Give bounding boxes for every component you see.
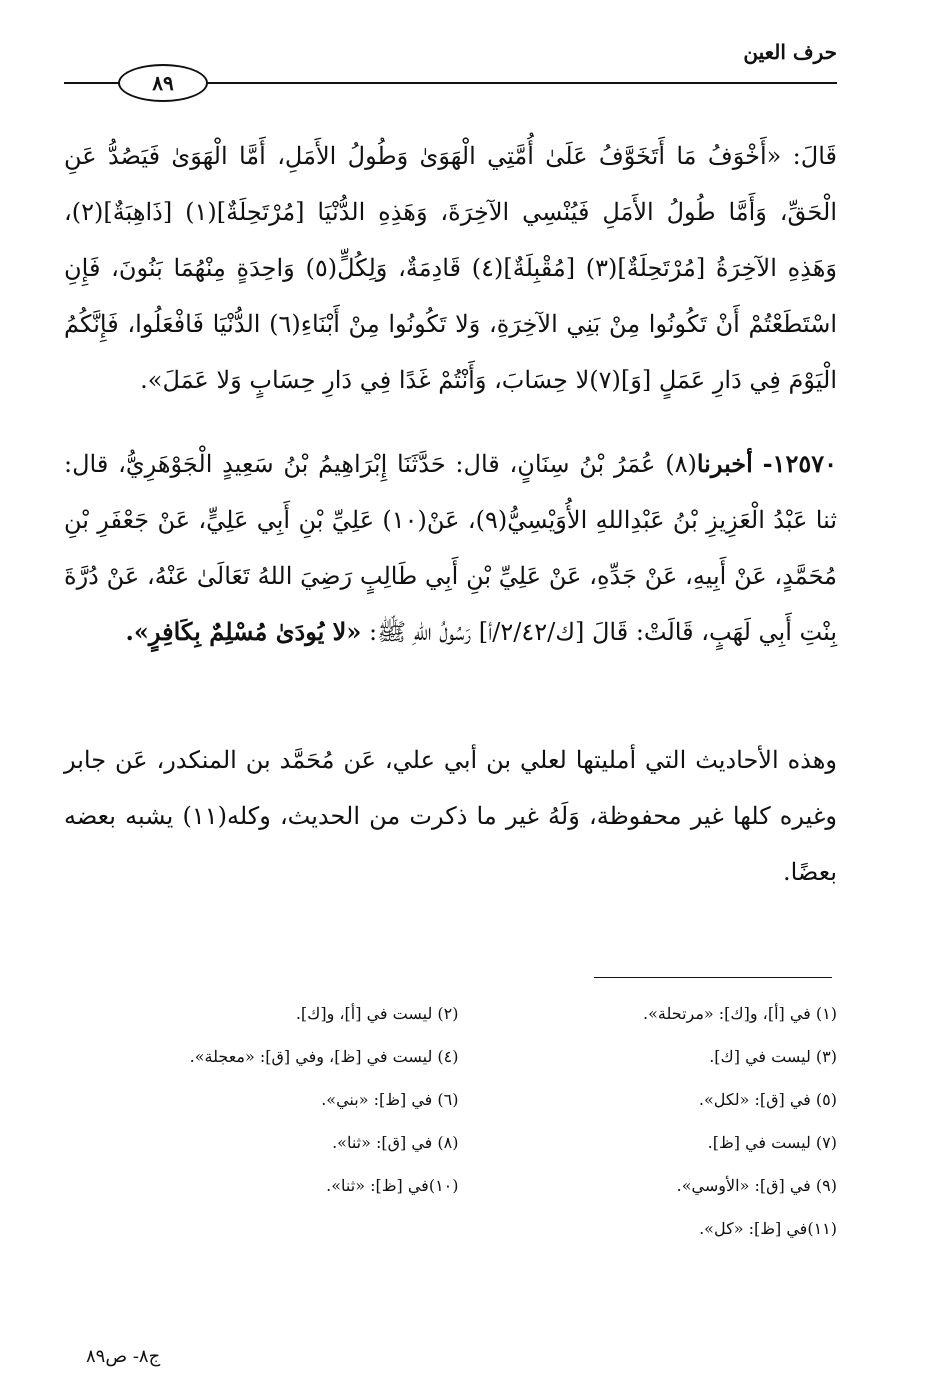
footnote-6: (٦) في [ظ]: «بني». (321, 1090, 459, 1109)
volume-page-reference: ج٨- ص٨٩ (86, 1346, 161, 1367)
paragraph-hadith-12570 (64, 436, 837, 660)
footnote-7: (٧) ليست في [ظ]. (707, 1133, 837, 1152)
footnote-separator (594, 977, 832, 978)
footnote-9: (٩) في [ق]: «الأوسي». (676, 1176, 837, 1195)
hadith-chain: (٨) عُمَرُ بْنُ سِنَانٍ، قال: حَدَّثَنَا إِبْرَاهِيمُ بْنُ سَعِيدٍ الْجَوْهَرِيُّ، قال: ثنا عَبْدُ الْعَزِيزِ بْنُ عَبْدِاللهِ الأُوَيْسِيُّ(٩)، عَنْ(١٠) عَلِيِّ بْنِ أَبِي عَلِيٍّ، عَنْ جَعْفَرِ بْنِ مُحَمَّدٍ، عَنْ أَبِيهِ، عَنْ جَدِّهِ، عَنْ عَلِيِّ بْنِ أَبِي طَالِبٍ رَضِيَ اللهُ تَعَالَىٰ عَنْهُ، عَنْ دُرَّةَ بِنْتِ أَبِي لَهَبٍ، قَالَتْ: قَالَ [ك/٢/٤٢/أ] رَسُولُ اللهِ ﷺ: (64, 450, 837, 646)
paragraph-hadith-text: قَالَ: «أَخْوَفُ مَا أَتَخَوَّفُ عَلَىٰ أُمَّتِي الْهَوَىٰ وَطُولُ الأَمَلِ، أَمَّا الْهَوَىٰ فَيَصُدُّ عَنِ الْحَقِّ، وَأَمَّا طُولُ الأَمَلِ فَيُنْسِي الآخِرَةَ، وَهَذِهِ الدُّنْيَا [مُرْتَحِلَةٌ](١) [ذَاهِبَةٌ](٢)، وَهَذِهِ الآخِرَةُ [مُرْتَحِلَةٌ](٣) [مُقْبِلَةٌ](٤) قَادِمَةٌ، وَلِكُلٍّ(٥) وَاحِدَةٍ مِنْهُمَا بَنُونَ، فَإِنِ اسْتَطَعْتُمْ أَنْ تَكُونُوا مِنْ بَنِي الآخِرَةِ، وَلا تَكُونُوا مِنْ أَبْنَاءِ(٦) الدُّنْيَا فَافْعَلُوا، فَإِنَّكُمُ الْيَوْمَ فِي دَارِ عَمَلٍ [وَ](٧)لا حِسَابَ، وَأَنْتُمْ غَدًا فِي دَارِ حِسَابٍ وَلا عَمَلَ». (64, 142, 838, 394)
page-number-badge (118, 64, 208, 102)
footnote-2: (٢) ليست في [أ]، و[ك]. (295, 1004, 459, 1023)
footnote-5: (٥) في [ق]: «لكل». (698, 1090, 837, 1109)
footnote-8: (٨) في [ق]: «ثنا». (332, 1133, 459, 1152)
paragraph-commentary: وهذه الأحاديث التي أمليتها لعلي بن أبي علي، عَن مُحَمَّد بن المنكدر، عَن جابر وغيره كلها غير محفوظة، وَلَهُ غير ما ذكرت من الحديث، وكله(١١) يشبه بعضه بعضًا. (64, 746, 837, 886)
page-number: ٨٩ (152, 71, 174, 95)
footnote-10: (١٠)في [ظ]: «ثنا». (326, 1176, 459, 1195)
hadith-number: ١٢٥٧٠- (762, 449, 837, 478)
chapter-title: حرف العين (743, 40, 837, 64)
footnote-4: (٤) ليست في [ظ]، وفي [ق]: «معجلة». (189, 1047, 459, 1066)
footnotes-list (80, 992, 837, 1250)
footnote-1: (١) في [أ]، و[ك]: «مرتحلة». (642, 1004, 837, 1023)
footnote-3: (٣) ليست في [ك]. (709, 1047, 837, 1066)
hadith-lead-word: أخبرنا (696, 449, 753, 478)
footnote-11: (١١)في [ظ]: «كل». (699, 1219, 837, 1238)
hadith-matn: «لا يُودَىٰ مُسْلِمٌ بِكَافِرٍ». (125, 617, 362, 646)
